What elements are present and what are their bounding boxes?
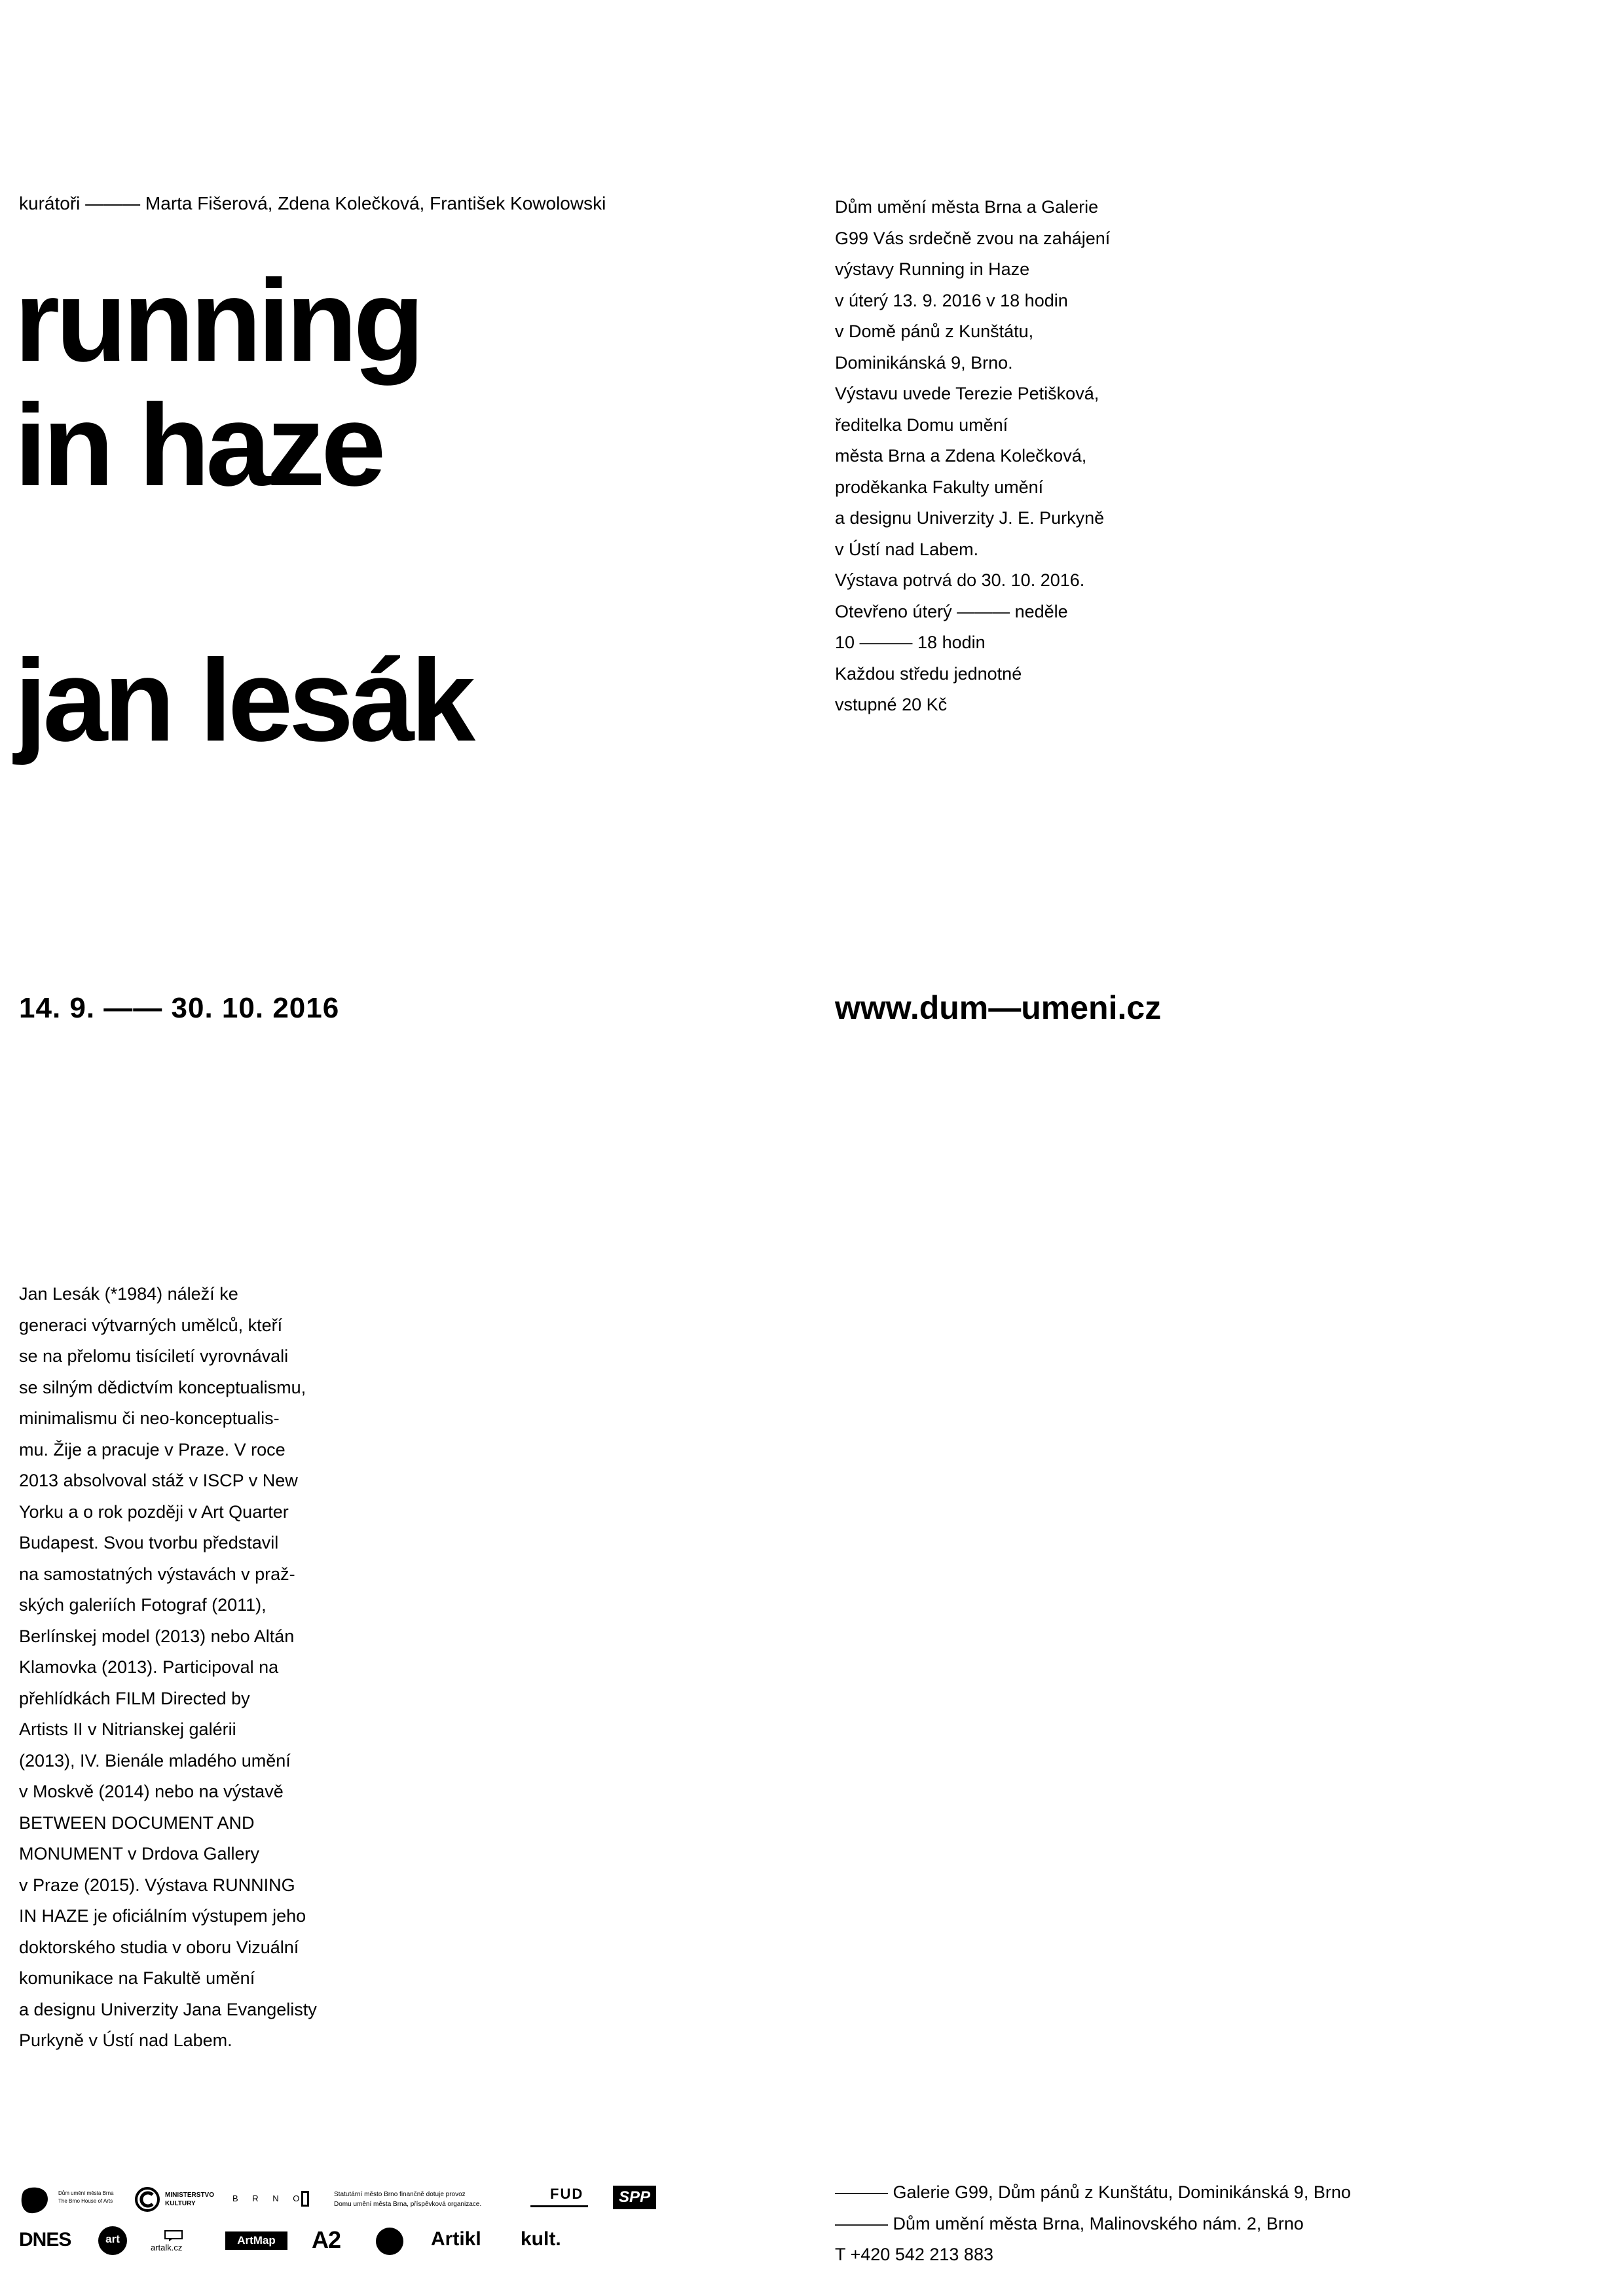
fud-logo-rule	[530, 2205, 588, 2207]
artist-name: jan lesák	[14, 635, 472, 765]
exhibition-title: running in haze	[14, 255, 421, 510]
artalk-logo	[151, 2230, 203, 2252]
spp-logo: SPP	[613, 2186, 656, 2209]
artalk-mark-icon	[164, 2230, 183, 2241]
brno-logo-mark	[301, 2191, 309, 2207]
invitation-text: Dům umění města Brna a Galerie G99 Vás srdečně zvou na zahájení výstavy Running in Haze v úterý 13. 9. 2016 v 18 hodin v Domě pánů z Kunštátu, Dominikánská 9, Brno. Výstavu uvede Terezie Petišková, ředitelka Domu umění města Brna a Zdena Kolečková, proděkanka Fakulty umění a designu Univerzity J. E. Purkyně v Ústí nad Labem. Výstava potrvá do 30. 10. 2016. Otevřeno úterý ——— neděle 10 ——— 18 hodin Každou středu jednotné vstupné 20 Kč	[835, 197, 1111, 714]
ministerstvo-line1: MINISTERSTVO	[165, 2192, 215, 2199]
ministerstvo-line2: KULTURY	[165, 2200, 196, 2207]
venue-addresses: ——— Galerie G99, Dům pánů z Kunštátu, Dominikánská 9, Brno ——— Dům umění města Brna, Malinovského nám. 2, Brno T +420 542 213 883	[835, 2182, 1351, 2264]
statutory-funding-note: Statutární město Brno finančně dotuje provoz Domu umění města Brna, příspěvková organizace.	[334, 2191, 482, 2208]
curators-credit: kurátoři ——— Marta Fišerová, Zdena Kolečková, František Kowolowski	[19, 193, 606, 213]
artist-biography: Jan Lesák (*1984) náleží ke generaci výtvarných umělců, kteří se na přelomu tisíciletí vyrovnávali se silným dědictvím konceptualismu, minimalismu či neo-konceptualis- mu. Žije a pracuje v Praze. V roce 2013 absolvoval stáž v ISCP v New Yorku a o rok později v Art Quarter Budapest. Svou tvorbu představil na samostatných výstavách v praž- ských galeriích Fotograf (2011), Berlínskej model (2013) nebo Altán Klamovka (2013). Participoval na přehlídkách FILM Directed by Artists II v Nitrianskej galérii (2013), IV. Bienále mladého umění v Moskvě (2014) nebo na výstavě BETWEEN DOCUMENT AND MONUMENT v Drdova Gallery v Praze (2015). Výstava RUNNING IN HAZE je oficiálním výstupem jeho doktorského studia v oboru Vizuální komunikace na Fakultě umění a designu Univerzity Jana Evangelisty Purkyně v Ústí nad Labem.	[19, 1284, 317, 2050]
radio-logo-icon	[376, 2228, 403, 2255]
artmap-logo: ArtMap	[225, 2231, 287, 2250]
dnes-logo: DNES	[19, 2229, 71, 2250]
brno-logo: B R N O	[232, 2194, 306, 2203]
art-logo: art	[98, 2226, 127, 2255]
fud-logo: FUD	[550, 2186, 584, 2202]
blob-logo-icon	[19, 2186, 49, 2214]
ministry-of-culture-logo-icon	[135, 2187, 160, 2212]
dum-umeni-line2: The Brno House of Arts	[58, 2198, 113, 2204]
a2-logo: A2	[312, 2226, 341, 2253]
artalk-text: artalk.cz	[151, 2243, 183, 2252]
dum-umeni-line1: Dům umění města Brna	[58, 2190, 114, 2196]
exhibition-dates: 14. 9. —— 30. 10. 2016	[19, 992, 340, 1024]
website-link[interactable]: www.dum—umeni.cz	[835, 989, 1162, 1026]
kult-logo: kult.	[521, 2228, 561, 2250]
artikl-logo: Artikl	[431, 2228, 481, 2250]
